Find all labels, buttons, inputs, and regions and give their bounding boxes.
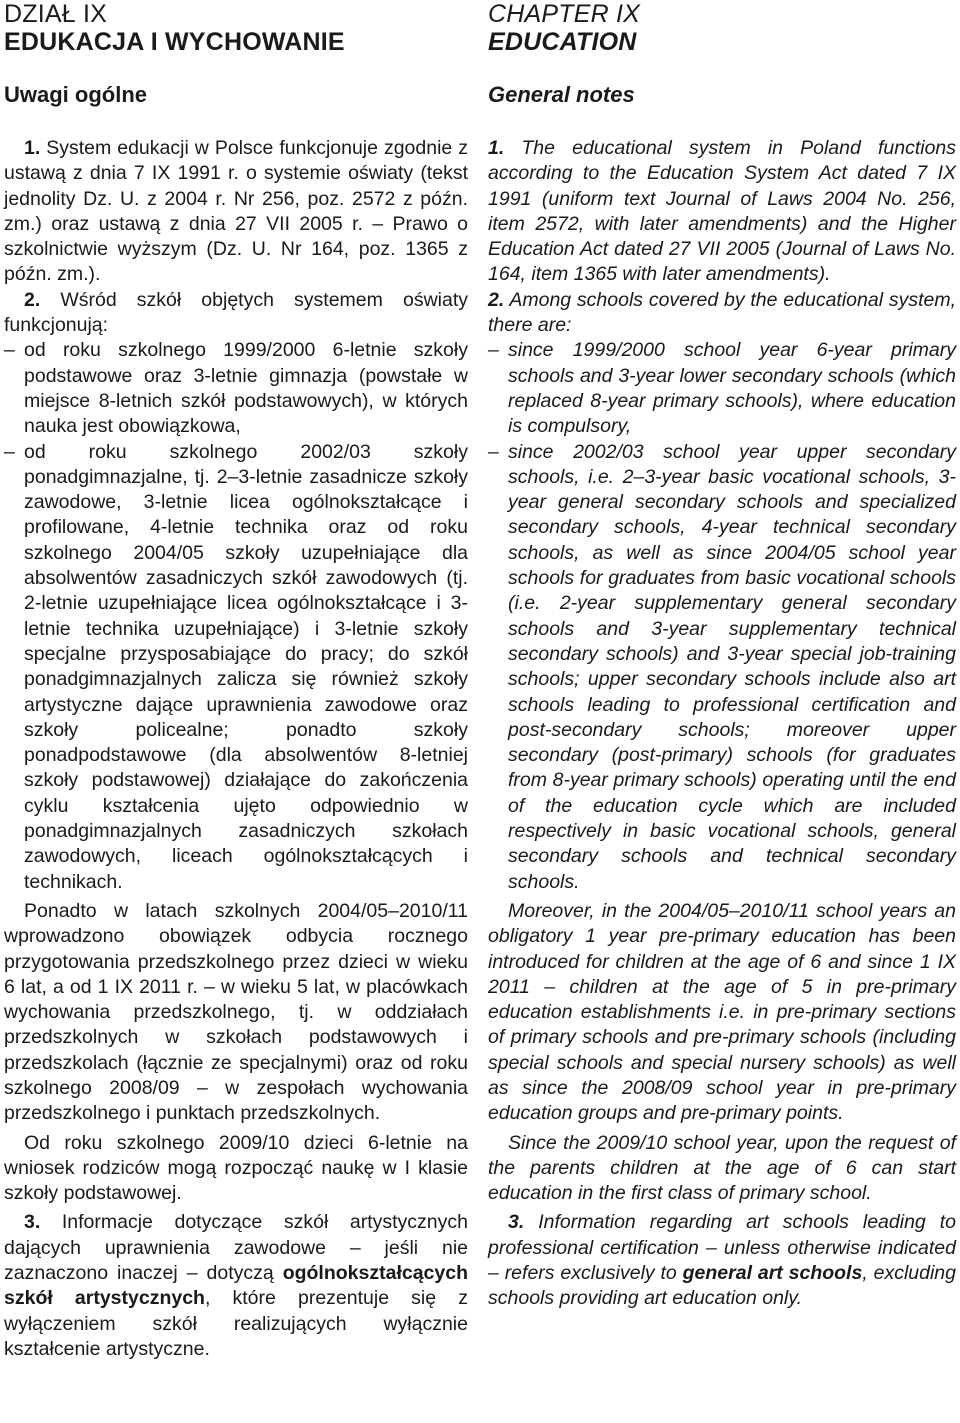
- paragraph-number: 2.: [488, 288, 505, 311]
- chapter-label: CHAPTER IX: [488, 0, 641, 28]
- list-item-text: od roku szkolnego 2002/03 szkoły ponadgimnazjalne, tj. 2–3-letnie zasadnicze szkoły zawodowe, 3-letnie licea ogólnokształcące i profilowane, 4-letnie technika oraz od roku szkolnego 2004/05 szkoły uzupełniające dla absolwentów zasadniczych szkół zawodowych (tj. 2-letnie uzupełniające licea ogólnokształcące i 3-letnie technika uzupełniające) i 3-letnie szkoły specjalne przysposabiające do pracy; do szkół ponadgimnazjalnych zalicza się również szkoły artystyczne dające uprawnienia zawodowe oraz szkoły policealne; ponadto szkoły ponadpodstawowe (dla absolwentów 8-letniej szkoły podstawowej) działające do zakończenia cyklu kształcenia ujęto odpowiednio w ponadgimnazjalnych zasadniczych szkołach zawodowych, liceach ogólnokształcących i technikach.: [24, 440, 468, 893]
- english-column: [488, 0, 956, 1312]
- list-dash: –: [4, 440, 15, 463]
- polish-body: [4, 136, 468, 1362]
- paragraph-number: 1.: [24, 137, 41, 159]
- list-item: [488, 338, 956, 439]
- paragraph-text: Among schools covered by the educational system, there are:: [488, 288, 956, 337]
- emphasis-text: general art schools: [682, 1262, 863, 1285]
- paragraph-5: [4, 1210, 468, 1362]
- paragraph-2: [4, 288, 468, 339]
- chapter-title: EDUKACJA I WYCHOWANIE: [4, 28, 345, 56]
- paragraph-text: The educational system in Poland functions according to the Education System Act dated 7 IX 1991 (uniform text Journal of Laws 2004 No. 256, item 2572, with later amendments) and the Higher Education Act dated 27 VII 2005 (Journal of Laws No. 164, item 1365 with later amendments).: [488, 137, 957, 286]
- paragraph-number: 2.: [24, 288, 41, 311]
- paragraph-text-end: , excluding schools providing art education only.: [488, 1262, 956, 1310]
- paragraph-4: Od roku szkolnego 2009/10 dzieci 6-letnie na wniosek rodziców mogą rozpocząć naukę w I klasie szkoły podstawowej.: [4, 1131, 468, 1205]
- list-item-text: od roku szkolnego 1999/2000 6-letnie szkoły podstawowe oraz 3-letnie gimnazja (powstałe w miejsce 8-letnich szkół podstawowych), w których nauka jest obowiązkowa,: [24, 339, 468, 438]
- list-dash: –: [488, 339, 499, 362]
- list-dash: –: [488, 440, 499, 463]
- paragraph-text-end: , które prezentuje się z wyłączeniem szkół realizujących wyłącznie kształcenie artystyczne.: [4, 1287, 468, 1360]
- paragraph-2: [488, 288, 956, 339]
- paragraph-4: Since the 2009/10 school year, upon the request of the parents children at the age of 6 can start education in the first class of primary school.: [488, 1131, 956, 1205]
- list-item: [4, 440, 468, 895]
- paragraph-1: [4, 136, 468, 288]
- list-dash: –: [4, 339, 15, 362]
- list-item: [4, 338, 468, 439]
- paragraph-1: [488, 136, 956, 288]
- polish-column: [4, 0, 468, 1362]
- emphasis-text: ogólnokształcących szkół artystycznych: [4, 1262, 468, 1310]
- chapter-label: DZIAŁ IX: [4, 0, 108, 28]
- list-item-text: since 1999/2000 school year 6-year primary schools and 3-year lower secondary schools (which replaced 8-year primary schools), where education is compulsory,: [508, 339, 956, 438]
- section-subtitle: Uwagi ogólne: [4, 82, 147, 107]
- paragraph-3: Ponadto w latach szkolnych 2004/05–2010/11 wprowadzono obowiązek odbycia rocznego przygotowania przedszkolnego przez dzieci w wieku 6 lat, a od 1 IX 2011 r. – w wieku 5 lat, w placówkach wychowania przedszkolnego, tj. w oddziałach przedszkolnych w szkołach podstawowych i przedszkolach (łącznie ze specjalnymi) oraz od roku szkolnego 2008/09 – w zespołach wychowania przedszkolnego i punktach przedszkolnych.: [4, 899, 468, 1125]
- paragraph-number: 1.: [488, 137, 505, 159]
- paragraph-3: Moreover, in the 2004/05–2010/11 school years an obligatory 1 year pre-primary education has been introduced for children at the age of 6 and since 1 IX 2011 – children at the age of 5 in pre-primary education establishments i.e. in pre-primary sections of primary schools and pre-primary schools (including special schools and special nursery schools) as well as since the 2008/09 school year in pre-primary education groups and pre-primary points.: [488, 899, 956, 1125]
- paragraph-number: 3.: [508, 1211, 525, 1234]
- chapter-title: EDUCATION: [488, 28, 637, 56]
- section-subtitle: General notes: [488, 82, 635, 107]
- list-item: [488, 440, 956, 895]
- english-body: [488, 136, 956, 1312]
- paragraph-number: 3.: [24, 1211, 41, 1234]
- paragraph-text: Wśród szkół objętych systemem oświaty funkcjonują:: [4, 288, 468, 337]
- paragraph-text: System edukacji w Polsce funkcjonuje zgodnie z ustawą z dnia 7 IX 1991 r. o systemie oświaty (tekst jednolity Dz. U. z 2004 r. Nr 256, poz. 2572 z późn. zm.) oraz ustawą z dnia 27 VII 2005 r. – Prawo o szkolnictwie wyższym (Dz. U. Nr 164, poz. 1365 z późn. zm.).: [4, 137, 468, 286]
- paragraph-5: [488, 1210, 956, 1311]
- paragraph-text: Information regarding art schools leading to professional certification – unless otherwise indicated – refers exclusively to: [488, 1211, 956, 1285]
- list-item-text: since 2002/03 school year upper secondary schools, i.e. 2–3-year basic vocational schools, 3-year general secondary schools and specialized secondary schools, 4-year technical secondary schools, as well as since 2004/05 school year schools for graduates from basic vocational schools (i.e. 2-year supplementary general secondary schools and 3-year supplementary technical secondary schools) and 3-year special job-training schools; upper secondary schools include also art schools leading to professional certification and post-secondary schools; moreover upper secondary (post-primary) schools (for graduates from 8-year primary schools) operating until the end of the education cycle which are included respectively in basic vocational schools, general secondary schools and technical secondary schools.: [508, 440, 956, 893]
- paragraph-text: Informacje dotyczące szkół artystycznych dających uprawnienia zawodowe – jeśli nie zaznaczono inaczej – dotyczą: [4, 1211, 468, 1285]
